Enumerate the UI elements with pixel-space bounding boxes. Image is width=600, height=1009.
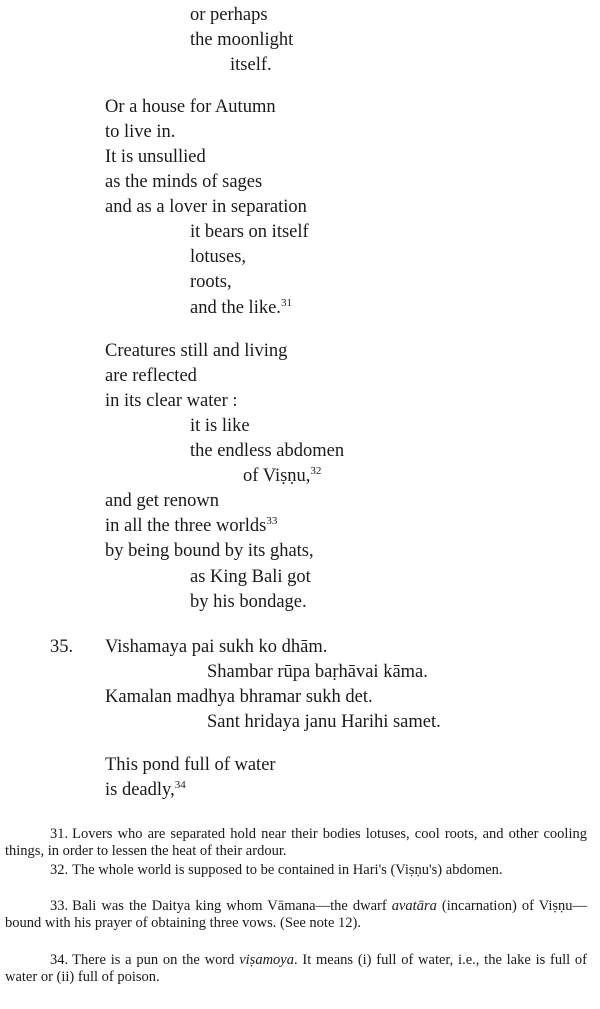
poem-line: roots,	[190, 272, 232, 292]
poem-line: It is unsullied	[105, 147, 206, 167]
poem-line: or perhaps	[190, 5, 268, 25]
footnote-italic: viṣamoya	[239, 952, 294, 968]
footnote-text: . It means (i) full of water, i.e., the lake is full of water or (ii) full of poison.	[5, 952, 588, 985]
footnote-34	[5, 952, 587, 985]
poem-line: itself.	[230, 55, 272, 75]
footnote-text: (incarnation) of Viṣṇu—bound with his prayer of obtaining three vows. (See note 12).	[5, 898, 587, 931]
poem-line-text: and the like.	[190, 298, 281, 318]
poem-line	[243, 465, 321, 487]
poem-line: to live in.	[105, 122, 176, 142]
footnote-number: 32.	[50, 862, 69, 878]
poem-line: lotuses,	[190, 247, 247, 267]
footnote-31	[5, 826, 587, 859]
footnote-italic: avatāra	[391, 898, 437, 914]
poem-line	[190, 297, 292, 319]
poem-line: as King Bali got	[190, 567, 311, 587]
poem-line: in its clear water :	[105, 391, 238, 411]
poem-line: are reflected	[105, 366, 197, 386]
footnote-ref-31: 31	[280, 297, 292, 309]
verse-line: Sant hridaya janu Harihi samet.	[207, 712, 441, 732]
poem-line: This pond full of water	[105, 755, 276, 775]
footnote-number: 33.	[50, 898, 69, 914]
poem-line: Or a house for Autumn	[105, 97, 276, 117]
footnote-32	[5, 862, 587, 879]
footnote-number: 31.	[50, 826, 69, 842]
verse-line: Kamalan madhya bhramar sukh det.	[105, 687, 373, 707]
verse-line: Shambar rūpa baṛhāvai kāma.	[207, 662, 428, 682]
poem-line: by being bound by its ghats,	[105, 541, 314, 561]
poem-line	[105, 515, 277, 537]
poem-line: the endless abdomen	[190, 441, 345, 461]
footnote-text: There is a pun on the word	[72, 952, 240, 968]
poem-line: and get renown	[105, 491, 220, 511]
verse-line: Vishamaya pai sukh ko dhām.	[105, 637, 328, 657]
poem-line: it bears on itself	[190, 222, 309, 242]
poem-line-text: of Viṣṇu,	[243, 466, 311, 486]
footnote-ref-32: 32	[310, 465, 322, 477]
poem-line: and as a lover in separation	[105, 197, 307, 217]
poem-line: it is like	[190, 416, 250, 436]
poem-line: the moonlight	[190, 30, 294, 50]
poem-line	[105, 779, 186, 801]
poem-line: by his bondage.	[190, 592, 307, 612]
poem-line-text: is deadly,	[105, 780, 175, 800]
poem-line: Creatures still and living	[105, 341, 288, 361]
poem-line: as the minds of sages	[105, 172, 263, 192]
footnote-text: Lovers who are separated hold near their bodies lotuses, cool roots, and other cooling things, in order to lessen the heat of their ardour.	[5, 826, 587, 859]
footnote-33	[5, 898, 587, 931]
poem-line-text: in all the three worlds	[105, 516, 267, 536]
footnote-text: Bali was the Daitya king whom Vāmana—the dwarf	[72, 898, 392, 914]
footnote-number: 34.	[50, 952, 69, 968]
footnote-text: The whole world is supposed to be contained in Hari's (Viṣṇu's) abdomen.	[72, 862, 503, 878]
footnote-ref-34: 34	[174, 779, 186, 791]
verse-number: 35.	[50, 637, 74, 657]
footnote-ref-33: 33	[266, 515, 278, 527]
